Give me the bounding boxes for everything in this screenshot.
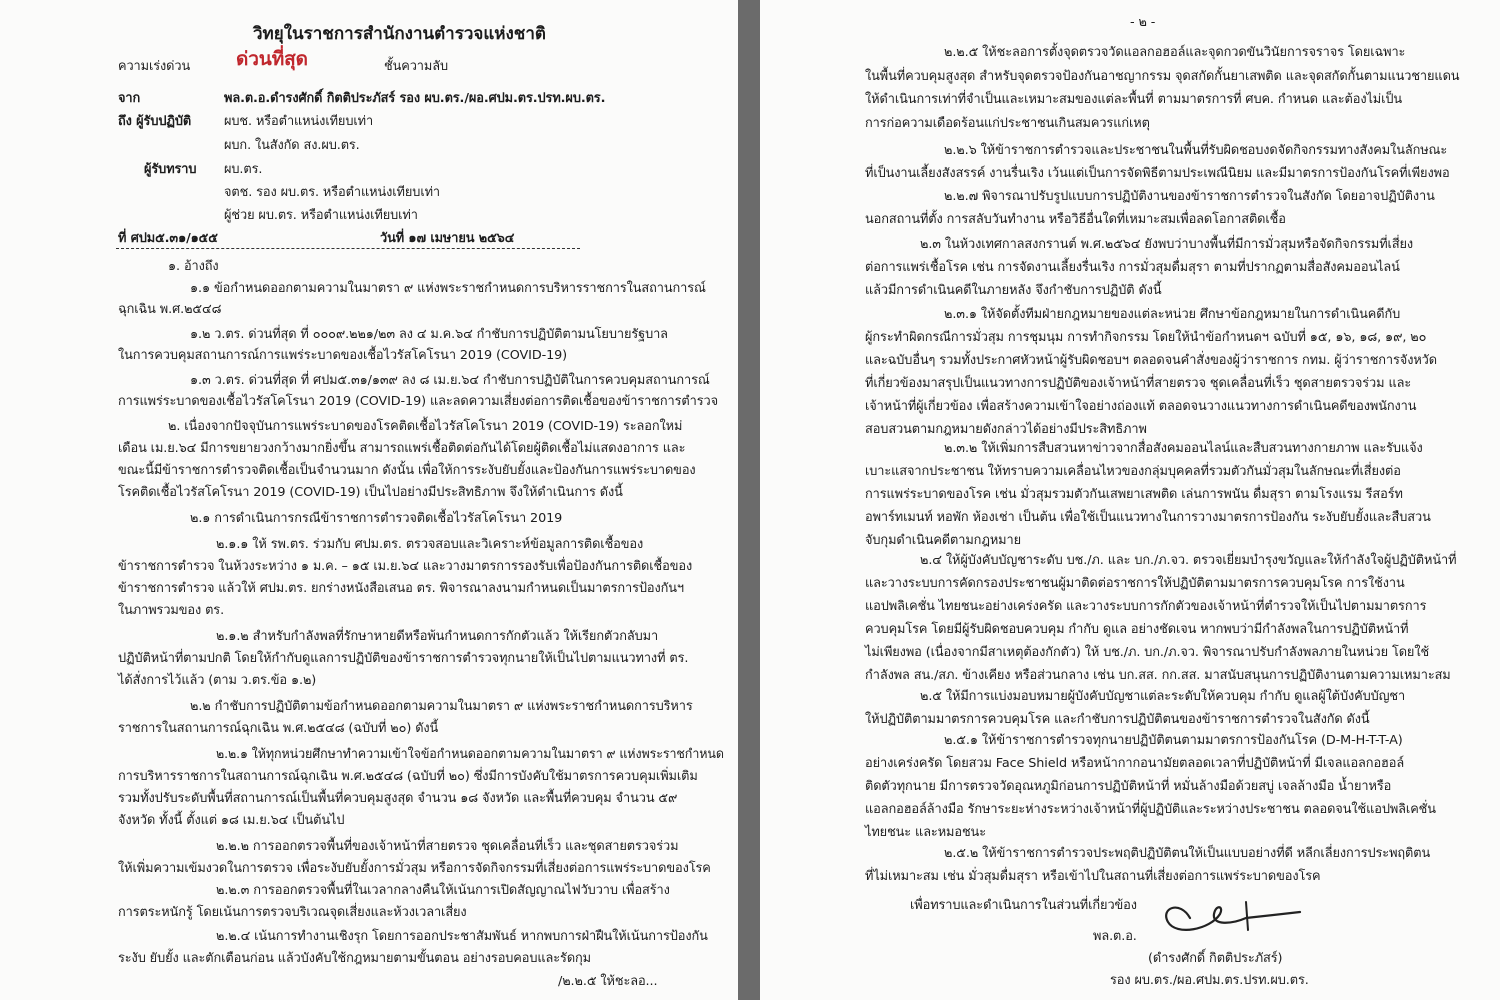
body-text-line: ให้ปฏิบัติตามมาตรการควบคุมโรค และกำชับการปฏิบัติตนของข้าราชการตำรวจในสังกัด ดังนี้	[865, 712, 1370, 727]
document-page-2	[760, 0, 1500, 1000]
document-page-1	[0, 0, 738, 1000]
body-text-line: เดือน เม.ย.๖๔ มีการขยายวงกว้างมากยิ่งขึ้น สามารถแพร่เชื้อติดต่อกันได้โดยผู้ติดเชื้อไม่แสดงอาการ และ	[118, 441, 686, 456]
urgency-stamp: ด่วนที่สุด	[236, 48, 308, 70]
body-text-line: นอกสถานที่ตั้ง การสลับวันทำงาน หรือวิธีอื่นใดที่เหมาะสมเพื่อลดโอกาสติดเชื้อ	[865, 212, 1286, 227]
to-label: ถึง ผู้รับปฏิบัติ	[118, 114, 192, 129]
body-text-line: ข้าราชการตำรวจ ในห้วงระหว่าง ๑ ม.ค. – ๑๕ เม.ย.๖๔ และวางมาตรการรองรับเพื่อป้องกันการติดเชื้อของ	[118, 559, 693, 574]
body-text-line: ที่ไม่เหมาะสม เช่น มั่วสุมดื่มสุรา หรือเข้าไปในสถานที่เสี่ยงต่อการแพร่ระบาดของโรค	[865, 869, 1321, 884]
body-text-line: ๒.๕.๑ ให้ข้าราชการตำรวจทุกนายปฏิบัติตนตามมาตรการป้องกันโรค (D-M-H-T-T-A)	[944, 733, 1403, 748]
header-divider	[116, 248, 580, 249]
document-date: วันที่ ๑๗ เมษายน ๒๕๖๔	[380, 231, 515, 246]
body-text-line: ได้สั่งการไว้แล้ว (ตาม ว.ตร.ข้อ ๑.๒)	[118, 673, 317, 688]
body-text-line: ๒.๓ ในห้วงเทศกาลสงกรานต์ พ.ศ.๒๕๖๔ ยังพบว่าบางพื้นที่มีการมั่วสุมหรือจัดกิจกรรมที่เสี่ยง	[920, 237, 1414, 252]
body-text-line: การตระหนักรู้ โดยเน้นการตรวจบริเวณจุดเสี่ยงและห้วงเวลาเสี่ยง	[118, 905, 467, 920]
body-text-line: รวมทั้งปรับระดับพื้นที่สถานการณ์เป็นพื้นที่ควบคุมสูงสุด จำนวน ๑๘ จังหวัด และพื้นที่ควบคุม จำนวน ๕๙	[118, 791, 678, 806]
signature-icon	[1150, 890, 1310, 940]
from-value: พล.ต.อ.ดำรงศักดิ์ กิตติประภัสร์ รอง ผบ.ตร./ผอ.ศปม.ตร.ปรท.ผบ.ตร.	[224, 91, 606, 106]
body-text-line: ฉุกเฉิน พ.ศ.๒๕๔๘	[118, 302, 222, 317]
info-recipient-1: ผบ.ตร.	[224, 162, 263, 177]
body-text-line: ๒.๕.๒ ให้ข้าราชการตำรวจประพฤติปฏิบัติตนให้เป็นแบบอย่างที่ดี หลีกเลี่ยงการประพฤติตน	[944, 846, 1431, 861]
body-text-line: ขณะนี้มีข้าราชการตำรวจติดเชื้อเป็นจำนวนมาก ดังนั้น เพื่อให้การระงับยับยั้งและป้องกันการแพร่ระบาดของ	[118, 463, 696, 478]
body-text-line: ๑. อ้างถึง	[168, 259, 219, 274]
body-text-line: ๑.๓ ว.ตร. ด่วนที่สุด ที่ ศปม๕.๓๑/๑๓๙ ลง ๘ เม.ย.๖๔ กำชับการปฏิบัติในการควบคุมสถานการณ์	[190, 373, 710, 388]
body-text-line: จับกุมดำเนินคดีตามกฎหมาย	[865, 533, 1021, 548]
reference-number: ที่ ศปม๕.๓๑/๑๕๕	[118, 231, 218, 246]
body-text-line: ไทยชนะ และหมอชนะ	[865, 825, 986, 840]
body-text-line: แอปพลิเคชั่น ไทยชนะอย่างเคร่งครัด และวางระบบการกักตัวของเจ้าหน้าที่ตำรวจให้เป็นไปตามมาตรการ	[865, 599, 1427, 614]
body-text-line: /๒.๒.๕ ให้ชะลอ...	[558, 974, 658, 989]
body-text-line: ในพื้นที่ควบคุมสูงสุด สำหรับจุดตรวจป้องกันอาชญากรรม จุดสกัดกั้นยาเสพติด และจุดสกัดกั้นตามแนวชายแดน	[865, 69, 1460, 84]
body-text-line: แล้วมีการดำเนินคดีในภายหลัง จึงกำชับการปฏิบัติ ดังนี้	[865, 283, 1162, 298]
body-text-line: สอบสวนตามกฎหมายดังกล่าวได้อย่างมีประสิทธิภาพ	[865, 422, 1147, 437]
body-text-line: ติดตัวทุกนาย มีการตรวจวัดอุณหภูมิก่อนการปฏิบัติหน้าที่ หมั่นล้างมือด้วยสบู่ เจลล้างมือ น้ำยาหรือ	[865, 779, 1392, 794]
body-text-line: ในการควบคุมสถานการณ์การแพร่ระบาดของเชื้อไวรัสโคโรนา 2019 (COVID-19)	[118, 348, 568, 363]
body-text-line: เบาะแสจากประชาชน ให้ทราบความเคลื่อนไหวของกลุ่มบุคคลที่รวมตัวกันมั่วสุมในลักษณะที่เสี่ยงต่อ	[865, 464, 1401, 479]
body-text-line: และฉบับอื่นๆ รวมทั้งประกาศหัวหน้าผู้รับผิดชอบฯ ตลอดจนคำสั่งของผู้ว่าราชการ กทม. ผู้ว่าราชการจังหวัด	[865, 353, 1437, 368]
from-label: จาก	[118, 91, 141, 106]
body-text-line: ๑.๑ ข้อกำหนดออกตามความในมาตรา ๙ แห่งพระราชกำหนดการบริหารราชการในสถานการณ์	[190, 281, 706, 296]
body-text-line: เพื่อทราบและดำเนินการในส่วนที่เกี่ยวข้อง	[910, 898, 1137, 913]
body-text-line: อพาร์ทเมนท์ หอพัก ห้องเช่า เป็นต้น เพื่อใช้เป็นแนวทางในการวางมาตรการป้องกัน ระงับยับยั้งและสืบสวน	[865, 510, 1431, 525]
urgency-label: ความเร่งด่วน	[118, 59, 191, 74]
body-text-line: การบริหารราชการในสถานการณ์ฉุกเฉิน พ.ศ.๒๕๔๘ (ฉบับที่ ๒๐) ซึ่งมีการบังคับใช้มาตรการควบคุมเพิ่มเติม	[118, 769, 698, 784]
body-text-line: โรคติดเชื้อไวรัสโคโรนา 2019 (COVID-19) เป็นไปอย่างมีประสิทธิภาพ จึงให้ดำเนินการ ดังนี้	[118, 485, 623, 500]
body-text-line: ให้ดำเนินการเท่าที่จำเป็นและเหมาะสมของแต่ละพื้นที่ ตามมาตรการที่ ศบค. กำหนด และต้องไม่เป็น	[865, 92, 1403, 107]
body-text-line: ๒.๓.๑ ให้จัดตั้งทีมฝ่ายกฎหมายของแต่ละหน่วย ศึกษาข้อกฎหมายในการดำเนินคดีกับ	[944, 307, 1401, 322]
body-text-line: ข้าราชการตำรวจ แล้วให้ ศปม.ตร. ยกร่างหนังสือเสนอ ตร. พิจารณาลงนามกำหนดเป็นมาตรการป้องกันฯ	[118, 581, 685, 596]
secrecy-label: ชั้นความลับ	[384, 59, 448, 74]
signatory-position: รอง ผบ.ตร./ผอ.ศปม.ตร.ปรท.ผบ.ตร.	[1110, 973, 1309, 988]
body-text-line: จังหวัด ทั้งนี้ ตั้งแต่ ๑๘ เม.ย.๖๔ เป็นต้นไป	[118, 813, 345, 828]
info-recipient-3: ผู้ช่วย ผบ.ตร. หรือตำแหน่งเทียบเท่า	[224, 208, 418, 223]
signatory-rank: พล.ต.อ.	[1093, 929, 1137, 944]
body-text-line: ปฏิบัติหน้าที่ตามปกติ โดยให้กำกับดูแลการปฏิบัติของข้าราชการตำรวจทุกนายให้เป็นไปตามแนวทางที่ ตร.	[118, 651, 689, 666]
to-recipient-1: ผบช. หรือตำแหน่งเทียบเท่า	[224, 114, 374, 129]
body-text-line: ๒.๒.๔ เน้นการทำงานเชิงรุก โดยการออกประชาสัมพันธ์ หากพบการฝ่าฝืนให้เน้นการป้องกัน	[216, 929, 708, 944]
body-text-line: เจ้าหน้าที่ผู้เกี่ยวข้อง เพื่อสร้างความเข้าใจอย่างถ่องแท้ ตลอดจนวางแนวทางการดำเนินคดีของพนักงาน	[865, 399, 1417, 414]
body-text-line: และวางระบบการคัดกรองประชาชนผู้มาติดต่อราชการให้ปฏิบัติตามมาตรการควบคุมโรค การใช้งาน	[865, 576, 1405, 591]
body-text-line: ๒.๔ ให้ผู้บังคับบัญชาระดับ บช./ภ. และ บก./ภ.จว. ตรวจเยี่ยมบำรุงขวัญและให้กำลังใจผู้ปฏิบัติหน้าที่	[920, 553, 1457, 568]
body-text-line: ๒.๓.๒ ให้เพิ่มการสืบสวนหาข่าวจากสื่อสังคมออนไลน์และสืบสวนทางกายภาพ และรับแจ้ง	[944, 441, 1423, 456]
body-text-line: ๒. เนื่องจากปัจจุบันการแพร่ระบาดของโรคติดเชื้อไวรัสโคโรนา 2019 (COVID-19) ระลอกใหม่	[168, 419, 683, 434]
body-text-line: ไม่เพียงพอ (เนื่องจากมีสาเหตุต้องกักตัว) ให้ บช./ภ. บก./ภ.จว. พิจารณาปรับกำลังพลภายในหน่วย โดยใช้	[865, 645, 1430, 660]
body-text-line: การก่อความเดือดร้อนแก่ประชาชนเกินสมควรแก่เหตุ	[865, 116, 1150, 131]
body-text-line: ๒.๒.๒ การออกตรวจพื้นที่ของเจ้าหน้าที่สายตรวจ ชุดเคลื่อนที่เร็ว และชุดสายตรวจร่วม	[216, 839, 679, 854]
body-text-line: ให้เพิ่มความเข้มงวดในการตรวจ เพื่อระงับยับยั้งการมั่วสุม หรือการจัดกิจกรรมที่เสี่ยงต่อการแพร่ระบาดของโรค	[118, 861, 711, 876]
body-text-line: ๒.๑.๑ ให้ รพ.ตร. ร่วมกับ ศปม.ตร. ตรวจสอบและวิเคราะห์ข้อมูลการติดเชื้อของ	[216, 537, 644, 552]
body-text-line: ต่อการแพร่เชื้อโรค เช่น การจัดงานเลี้ยงรื่นเริง การมั่วสุมดื่มสุรา ตามที่ปรากฏตามสื่อสังคมออนไลน์	[865, 260, 1400, 275]
body-text-line: แอลกอฮอล์ล้างมือ รักษาระยะห่างระหว่างเจ้าหน้าที่ผู้ปฏิบัติและระหว่างประชาชน ตลอดจนใช้แอปพลิเคชั่น	[865, 802, 1436, 817]
body-text-line: ๒.๒.๕ ให้ชะลอการตั้งจุดตรวจวัดแอลกอฮอล์และจุดกวดขันวินัยการจราจร โดยเฉพาะ	[944, 45, 1406, 60]
body-text-line: ๒.๑.๒ สำหรับกำลังพลที่รักษาหายดีหรือพ้นกำหนดการกักตัวแล้ว ให้เรียกตัวกลับมา	[216, 629, 659, 644]
body-text-line: ๒.๒ กำชับการปฏิบัติตามข้อกำหนดออกตามความในมาตรา ๙ แห่งพระราชกำหนดการบริหาร	[190, 699, 693, 714]
body-text-line: การแพร่ระบาดของเชื้อไวรัสโคโรนา 2019 (COVID-19) และลดความเสี่ยงต่อการติดเชื้อของข้าราชการตำรวจ	[118, 394, 719, 409]
body-text-line: ผู้กระทำผิดกรณีการมั่วสุม การชุมนุม การทำกิจกรรม โดยให้นำข้อกำหนดฯ ฉบับที่ ๑๕, ๑๖, ๑๘, ๑๙, ๒๐	[865, 330, 1427, 345]
body-text-line: ๒.๒.๓ การออกตรวจพื้นที่ในเวลากลางคืนให้เน้นการเปิดสัญญาณไฟวับวาบ เพื่อสร้าง	[216, 883, 670, 898]
body-text-line: ๒.๒.๑ ให้ทุกหน่วยศึกษาทำความเข้าใจข้อกำหนดออกตามความในมาตรา ๙ แห่งพระราชกำหนด	[216, 747, 724, 762]
body-text-line: กำลังพล สน./สภ. ข้างเคียง หรือส่วนกลาง เช่น บก.สส. กก.สส. มาสนับสนุนการปฏิบัติงานตามความเหมาะสม	[865, 668, 1451, 683]
body-text-line: ๒.๑ การดำเนินการกรณีข้าราชการตำรวจติดเชื้อไวรัสโคโรนา 2019	[190, 511, 563, 526]
body-text-line: ควบคุมโรค โดยมีผู้รับผิดชอบควบคุม กำกับ ดูแล อย่างชัดเจน หากพบว่ามีกำลังพลในการปฏิบัติหน้าที่	[865, 622, 1409, 637]
to-recipient-2: ผบก. ในสังกัด สง.ผบ.ตร.	[224, 138, 360, 153]
body-text-line: ในภาพรวมของ ตร.	[118, 603, 225, 618]
page-number: - ๒ -	[1130, 15, 1156, 30]
body-text-line: ระงับ ยับยั้ง และตักเตือนก่อน แล้วบังคับใช้กฎหมายตามขั้นตอน อย่างรอบคอบและรัดกุม	[118, 951, 592, 966]
info-label: ผู้รับทราบ	[144, 162, 197, 177]
body-text-line: ๒.๒.๖ ให้ข้าราชการตำรวจและประชาชนในพื้นที่รับผิดชอบงดจัดกิจกรรมทางสังคมในลักษณะ	[944, 143, 1448, 158]
body-text-line: ๒.๕ ให้มีการแบ่งมอบหมายผู้บังคับบัญชาแต่ละระดับให้ควบคุม กำกับ ดูแลผู้ใต้บังคับบัญชา	[920, 689, 1406, 704]
body-text-line: อย่างเคร่งครัด โดยสวม Face Shield หรือหน้ากากอนามัยตลอดเวลาที่ปฏิบัติหน้าที่ มีเจลแอลกอฮอล์	[865, 756, 1405, 771]
body-text-line: ราชการในสถานการณ์ฉุกเฉิน พ.ศ.๒๕๔๘ (ฉบับที่ ๒๐) ดังนี้	[118, 721, 439, 736]
info-recipient-2: จตช. รอง ผบ.ตร. หรือตำแหน่งเทียบเท่า	[224, 185, 441, 200]
body-text-line: การแพร่ระบาดของโรค เช่น มั่วสุมรวมตัวกันเสพยาเสพติด เล่นการพนัน ดื่มสุรา ตามโรงแรม รีสอร์ท	[865, 487, 1403, 502]
body-text-line: ที่เกี่ยวข้องมาสรุปเป็นแนวทางการปฏิบัติของเจ้าหน้าที่สายตรวจ ชุดเคลื่อนที่เร็ว ชุดสายตรวจร่วม และ	[865, 376, 1412, 391]
body-text-line: ๑.๒ ว.ตร. ด่วนที่สุด ที่ ๐๐๐๙.๒๒๑/๒๓ ลง ๔ ม.ค.๖๔ กำชับการปฏิบัติตามนโยบายรัฐบาล	[190, 327, 668, 342]
body-text-line: ที่เป็นงานเลี้ยงสังสรรค์ งานรื่นเริง เว้นแต่เป็นการจัดพิธีตามประเพณีนิยม และมีมาตรการป้องกันโรคที่เพียงพอ	[865, 166, 1450, 181]
document-title: วิทยุในราชการสำนักงานตำรวจแห่งชาติ	[253, 24, 546, 44]
signatory-name: (ดำรงศักดิ์ กิตติประภัสร์)	[1148, 951, 1283, 966]
body-text-line: ๒.๒.๗ พิจารณาปรับรูปแบบการปฏิบัติงานของข้าราชการตำรวจในสังกัด โดยอาจปฏิบัติงาน	[944, 189, 1435, 204]
